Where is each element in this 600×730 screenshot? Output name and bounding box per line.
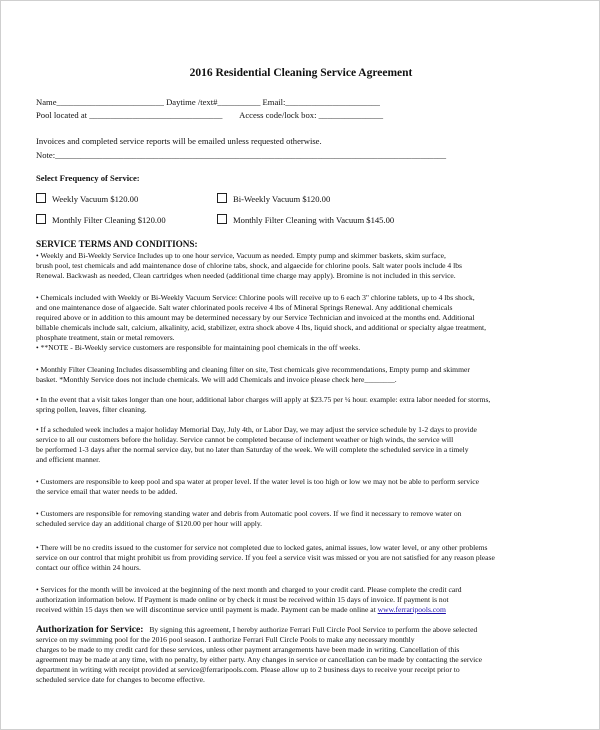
checkbox-icon[interactable] xyxy=(217,193,227,203)
terms-water-level: • Customers are responsible to keep pool and spa water at proper level. If the water level is too high or low we may not be able to perform service the service email that water needs to be added. xyxy=(36,477,479,496)
terms-monthly-filter: • Monthly Filter Cleaning Includes disassembling and cleaning filter on site, Test chemicals give recommendations, Empty pump and skimmer basket. *Monthly Service does not include chemicals. We will add Chemicals and invoice please check here________. xyxy=(36,365,470,384)
terms-labor-charges: • In the event that a visit takes longer than one hour, additional labor charges will apply at $23.75 per ¼ hour. example: extra labor needed for storms, spring pollen, leaves, filter cleaning. xyxy=(36,395,491,414)
option-monthly-filter[interactable]: Monthly Filter Cleaning $120.00 xyxy=(36,214,166,225)
terms-heading: SERVICE TERMS AND CONDITIONS: xyxy=(36,239,198,249)
note-line[interactable]: Note:___________________________________________________________________________________________ xyxy=(36,150,447,160)
option-monthly-filter-vacuum[interactable]: Monthly Filter Cleaning with Vacuum $145.00 xyxy=(217,214,394,225)
terms-weekly-service: • Weekly and Bi-Weekly Service Includes up to one hour service, Vacuum as needed. Empty pump and skimmer baskets, skim surface, brush pool, test chemicals and add maintenance dose of chlorine tabs, shock, and algaecide for chlorine pools. Salt water pools include 4 lbs Renewal. Backwash as needed, Clean cartridges when needed (additional time charge may apply). Bromine is not included in this service. xyxy=(36,251,462,280)
document-title: 2016 Residential Cleaning Service Agreement xyxy=(189,67,413,79)
name-daytime-email-line[interactable]: Name_________________________ Daytime /text#__________ Email:______________________ xyxy=(36,97,380,107)
terms-invoicing: • Services for the month will be invoiced at the beginning of the next month and charged to your credit card. Please complete the credit card authorization information below. If Payment is made online or by check it must be received within 15 days of invoice. If payment is not received within 15 days then we will discontinue service until payment is made. Payment can be made online at www.ferraripools.com xyxy=(36,585,462,614)
frequency-heading: Select Frequency of Service: xyxy=(36,173,140,183)
terms-holidays: • If a scheduled week includes a major holiday Memorial Day, July 4th, or Labor Day, we may adjust the service schedule by 1-2 days to provide service to all our customers before the holiday. Service cannot be completed because of inclement weather or high winds, the service will be performed 1-3 days after the normal service day, but no later than Saturday of the week. We will complete the scheduled service in a timely and efficient manner. xyxy=(36,425,477,464)
pool-location-access-line[interactable]: Pool located at _______________________________ Access code/lock box: _______________ xyxy=(36,110,384,120)
invoice-notice: Invoices and completed service reports will be emailed unless requested otherwise. xyxy=(36,136,322,146)
terms-pool-covers: • Customers are responsible for removing standing water and debris from Automatic pool covers. If we find it necessary to remove water on scheduled service day an additional charge of $120.00 per hour will apply. xyxy=(36,509,462,528)
authorization-section: Authorization for Service: By signing this agreement, I hereby authorize Ferrari Full Circle Pool Service to perform the above selected service on my swimming pool for the 2016 pool season. I authorize Ferrari Full Circle Pools to make any necessary monthly charges to be made to my credit card for these services, unless other payment arrangements have been made in writing. Cancellation of this agreement may be made at any time, with no penalty, by either party. Any changes in service or cancellation can be made by contacting the service department in writing with receipt provided at service@ferraripools.com. Please allow up to 2 business days to receive your receipt prior to scheduled service date for changes to become effective. xyxy=(36,624,483,684)
checkbox-icon[interactable] xyxy=(217,214,227,224)
terms-chemicals: • Chemicals included with Weekly or Bi-Weekly Vacuum Service: Chlorine pools will receive up to 6 each 3" chlorine tablets, up to 4 lbs shock, and one maintenance dose of algaecide. Salt water chlorinated pools receive 4 lbs of Mineral Springs Renewal. Any additional chemicals required above or in addition to this amount may be determined necessary by our Service Technician and invoiced at the months end. Additional billable chemicals include salt, calcium, alkalinity, acid, stabilizer, extra shock above 4 lbs, liquid shock, and additional or specialty algae treatment, phosphate treatment, stain or metal removers. • **NOTE - Bi-Weekly service customers are responsible for maintaining pool chemicals in the off weeks. xyxy=(36,293,487,352)
checkbox-icon[interactable] xyxy=(36,214,46,224)
website-link[interactable]: www.ferraripools.com xyxy=(377,605,446,614)
option-weekly-vacuum[interactable]: Weekly Vacuum $120.00 xyxy=(36,193,138,204)
checkbox-icon[interactable] xyxy=(36,193,46,203)
authorization-heading: Authorization for Service: xyxy=(36,624,144,635)
option-biweekly-vacuum[interactable]: Bi-Weekly Vacuum $120.00 xyxy=(217,193,330,204)
terms-no-credits: • There will be no credits issued to the customer for service not completed due to locked gates, animal issues, low water level, or any other problems service on our control that might prohibit us from providing service. If you feel a service visit was missed or you are not satisfied for any reason please contact our office within 24 hours. xyxy=(36,543,495,572)
